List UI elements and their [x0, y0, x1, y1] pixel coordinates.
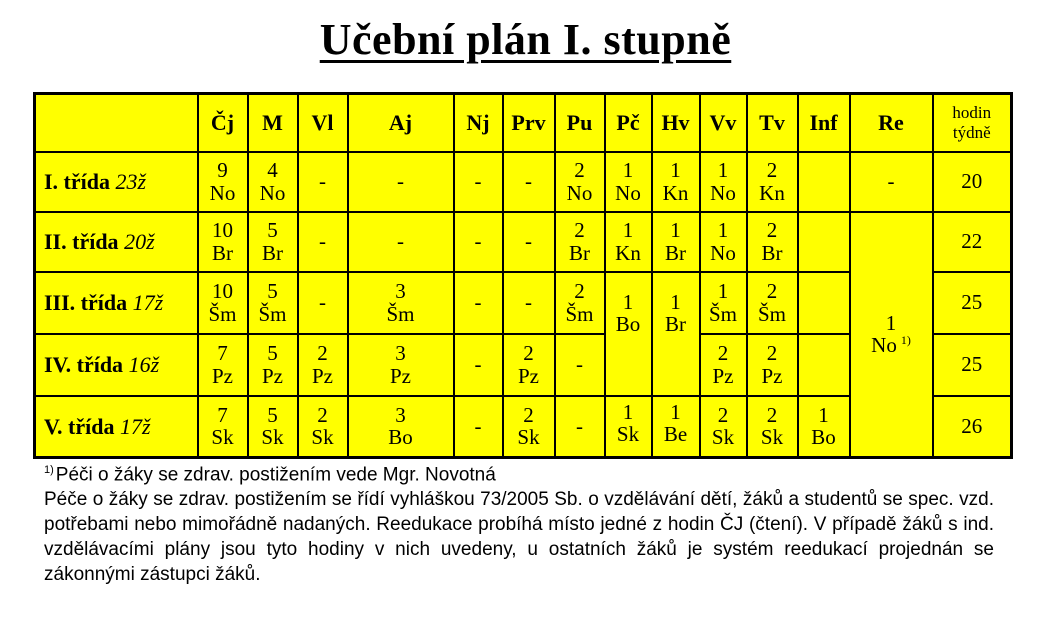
cell-tv: 2 Br: [747, 212, 798, 272]
cell-cj: 7 Pz: [198, 334, 248, 396]
footnote: [44, 458, 994, 587]
corner-cell: [35, 94, 198, 152]
row-label: IV. třída 16ž: [35, 334, 198, 396]
cell-cj: 7 Sk: [198, 396, 248, 458]
row-label: I. třída 23ž: [35, 152, 198, 212]
row-label: II. třída 20ž: [35, 212, 198, 272]
cell-aj: -: [348, 152, 454, 212]
cell-vl: 2 Pz: [298, 334, 348, 396]
cell-vv: 1 No: [700, 152, 747, 212]
cell-nj: -: [454, 334, 503, 396]
cell-pc: 1 No: [605, 152, 652, 212]
cell-hours: 26: [933, 396, 1012, 458]
cell-tv: 2 Pz: [747, 334, 798, 396]
cell-prv: -: [503, 152, 555, 212]
table-row: [35, 212, 1012, 272]
cell-vl: 2 Sk: [298, 396, 348, 458]
cell-tv: 2 Kn: [747, 152, 798, 212]
cell-nj: -: [454, 272, 503, 334]
cell-prv: 2 Sk: [503, 396, 555, 458]
cell-tv: 2 Sk: [747, 396, 798, 458]
cell-inf: [798, 272, 850, 334]
page-title: Učební plán I. stupně: [319, 15, 732, 64]
cell-pu: 2 Br: [555, 212, 605, 272]
cell-vv: 1 No: [700, 212, 747, 272]
header-prv: Prv: [503, 94, 555, 152]
cell-cj: 10 Šm: [198, 272, 248, 334]
cell-prv: -: [503, 272, 555, 334]
cell-vv: 2 Pz: [700, 334, 747, 396]
cell-prv: 2 Pz: [503, 334, 555, 396]
row-label: V. třída 17ž: [35, 396, 198, 458]
table-row: [35, 152, 1012, 212]
cell-inf: 1 Bo: [798, 396, 850, 458]
cell-m: 5 Šm: [248, 272, 298, 334]
cell-nj: -: [454, 152, 503, 212]
cell-prv: -: [503, 212, 555, 272]
cell-pu: -: [555, 334, 605, 396]
cell-pu: 2 Šm: [555, 272, 605, 334]
curriculum-table: [33, 92, 1013, 459]
cell-hours: 25: [933, 334, 1012, 396]
header-tv: Tv: [747, 94, 798, 152]
cell-m: 5 Sk: [248, 396, 298, 458]
cell-cj: 10 Br: [198, 212, 248, 272]
cell-hv-merged-lower: 1 Be: [652, 396, 700, 458]
cell-m: 4 No: [248, 152, 298, 212]
cell-cj: 9 No: [198, 152, 248, 212]
footnote-note: $^{1)}$ Péči o žáky se zdrav. postižením vede Mgr. Novotná: [44, 464, 496, 486]
cell-hv: 1 Kn: [652, 152, 700, 212]
cell-pc-merged: 1 Bo: [605, 272, 652, 396]
cell-pc: 1 Kn: [605, 212, 652, 272]
cell-vv: 1 Šm: [700, 272, 747, 334]
cell-m: 5 Br: [248, 212, 298, 272]
header-aj: Aj: [348, 94, 454, 152]
cell-inf: [798, 212, 850, 272]
cell-hv: 1 Br: [652, 212, 700, 272]
cell-re-merged: 1 No $^{1)}$: [850, 212, 933, 458]
header-hv: Hv: [652, 94, 700, 152]
header-cj: Čj: [198, 94, 248, 152]
cell-aj: -: [348, 212, 454, 272]
cell-pu: 2 No: [555, 152, 605, 212]
cell-nj: -: [454, 212, 503, 272]
row-label: III. třída 17ž: [35, 272, 198, 334]
cell-nj: -: [454, 396, 503, 458]
cell-aj: 3 Pz: [348, 334, 454, 396]
cell-pc-merged-lower: 1 Sk: [605, 396, 652, 458]
cell-vl: -: [298, 272, 348, 334]
cell-inf: [798, 334, 850, 396]
cell-vv: 2 Sk: [700, 396, 747, 458]
cell-aj: 3 Šm: [348, 272, 454, 334]
footnote-paragraph: Péče o žáky se zdrav. postižením se řídí vyhláškou 73/2005 Sb. o vzdělávání dětí, žáků a studentů se spec. vzd. potřebami nebo mimořádně nadaných. Reedukace probíhá místo jedné z hodin ČJ (čtení). V případě žáků s ind. vzdělávacími plány jsou tyto hodiny v nich uvedeny, u ostatních žáků je systém reedukací projednán se zákonnými zástupci žáků.: [44, 489, 994, 586]
cell-hours: 25: [933, 272, 1012, 334]
header-vl: Vl: [298, 94, 348, 152]
cell-re: -: [850, 152, 933, 212]
cell-aj: 3 Bo: [348, 396, 454, 458]
cell-vl: -: [298, 212, 348, 272]
header-inf: Inf: [798, 94, 850, 152]
header-row: [35, 94, 1012, 152]
header-hours: hodin týdně: [933, 94, 1012, 152]
cell-hv-merged: 1 Br: [652, 272, 700, 396]
header-pu: Pu: [555, 94, 605, 152]
re-teacher: No $^{1)}$: [871, 333, 911, 358]
cell-tv: 2 Šm: [747, 272, 798, 334]
cell-hours: 20: [933, 152, 1012, 212]
cell-hours: 22: [933, 212, 1012, 272]
cell-pu: -: [555, 396, 605, 458]
header-vv: Vv: [700, 94, 747, 152]
cell-vl: -: [298, 152, 348, 212]
cell-inf: [798, 152, 850, 212]
cell-m: 5 Pz: [248, 334, 298, 396]
header-m: M: [248, 94, 298, 152]
header-pc: Pč: [605, 94, 652, 152]
header-nj: Nj: [454, 94, 503, 152]
header-re: Re: [850, 94, 933, 152]
